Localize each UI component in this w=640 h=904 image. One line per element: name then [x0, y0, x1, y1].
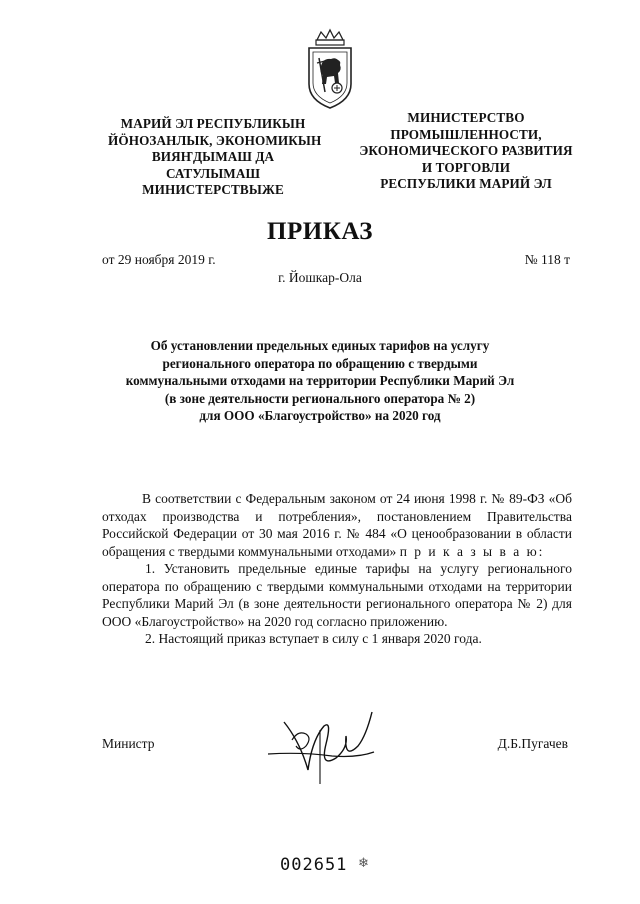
serial-number: 002651: [280, 855, 348, 875]
header-left-line: ВИЯҤДЫМАШ ДА: [151, 149, 275, 164]
header-left-line: ЙӦНОЗАНЛЫК, ЭКОНОМИКЫН: [108, 132, 322, 148]
order-item-2: 2. Настоящий приказ вступает в силу с 1 января 2020 года.: [145, 631, 482, 646]
document-date: от 29 ноября 2019 г.: [102, 252, 216, 267]
header-left-line: МИНИСТЕРСТВЫЖЕ: [142, 182, 284, 197]
document-body: [102, 490, 572, 648]
order-item-1: 1. Установить предельные единые тарифы на услугу регионального оператора по обращению с твердыми коммунальными отходами на территории Республики Марий Эл (в зоне деятельности регионального оператора № 2) для ООО «Благоустройство» на 2020 год согласно приложению.: [102, 561, 572, 629]
preamble-paragraph: [102, 490, 572, 560]
header-russian-language: [338, 110, 594, 193]
header-right-line: ПРОМЫШЛЕННОСТИ,: [390, 126, 542, 142]
document-subject: [90, 337, 550, 425]
snowflake-icon: ❄: [358, 855, 369, 870]
coat-of-arms-icon: [301, 28, 359, 112]
subject-line: регионального оператора по обращению с твердыми: [162, 355, 478, 371]
header-left-line: МАРИЙ ЭЛ РЕСПУБЛИКЫН: [120, 116, 306, 131]
header-right-line: И ТОРГОВЛИ: [421, 159, 511, 175]
header-mari-language: [108, 116, 322, 199]
subject-line: коммунальными отходами на территории Республики Марий Эл: [125, 373, 515, 388]
document-title: ПРИКАЗ: [267, 218, 373, 245]
document-number: № 118 т: [524, 252, 570, 267]
order-word: п р и к а з ы в а ю:: [399, 543, 545, 559]
header-right-line: МИНИСТЕРСТВО: [407, 110, 525, 125]
header-right-line: РЕСПУБЛИКИ МАРИЙ ЭЛ: [380, 176, 552, 191]
subject-line: (в зоне деятельности регионального оператора № 2): [164, 390, 476, 406]
document-city: г. Йошкар-Ола: [278, 270, 362, 285]
subject-line: для ООО «Благоустройство» на 2020 год: [199, 408, 441, 423]
header-right-line: ЭКОНОМИЧЕСКОГО РАЗВИТИЯ: [359, 143, 573, 158]
signatory-name: Д.Б.Пугачев: [497, 736, 568, 751]
signatory-position: Министр: [102, 736, 155, 751]
preamble-text: В соответствии с Федеральным законом от 24 июня 1998 г. № 89-ФЗ «Об отходах производства и потребления», постановлением Правительства Российской Федерации от 30 мая 2016 г. № 484 «О ценообразовании в области обращения с твердыми коммунальными отходами»: [102, 491, 572, 559]
header-left-line: САТУЛЫМАШ: [165, 165, 261, 181]
subject-line: Об установлении предельных единых тарифов на услугу: [150, 338, 490, 353]
handwritten-signature: [262, 700, 382, 786]
